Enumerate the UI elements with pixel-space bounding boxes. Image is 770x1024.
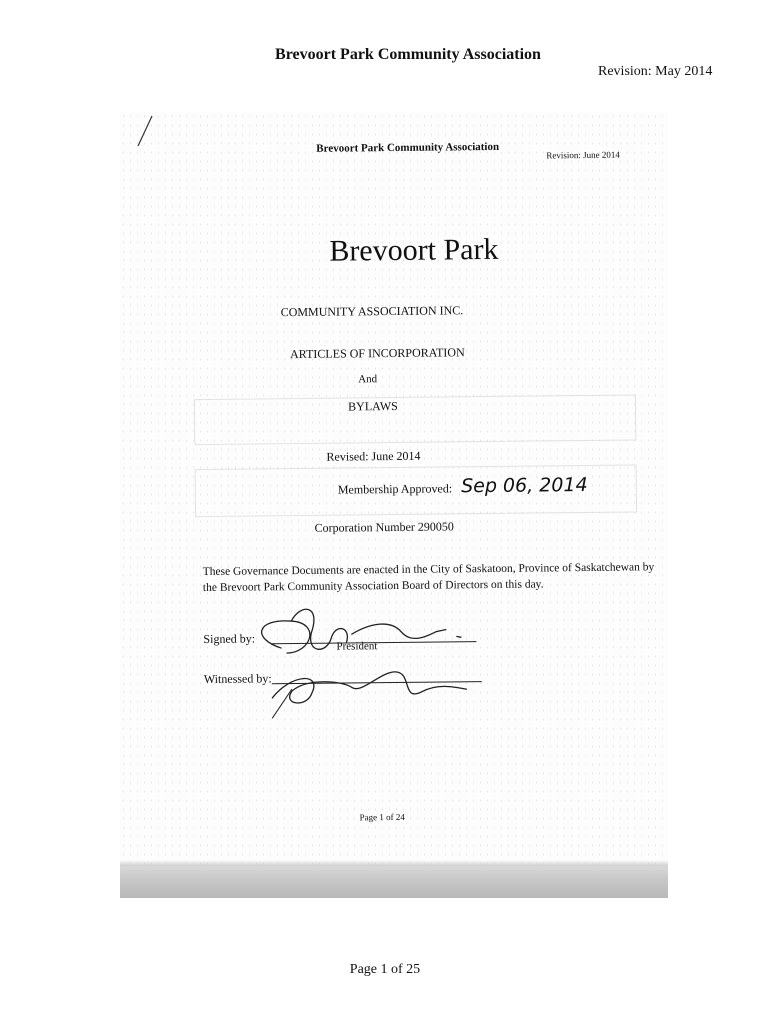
governance-statement: These Governance Documents are enacted in the City of Saskatoon, Province of Saskatchewan by the Brevoort Park Community Association Board of Directors on this day. bbox=[202, 561, 655, 595]
scanned-page bbox=[120, 112, 668, 898]
scanned-page-content bbox=[116, 109, 672, 901]
bylaws-line: BYLAWS bbox=[348, 398, 398, 414]
membership-label: Membership Approved: bbox=[337, 481, 453, 497]
witnessed-by-label: Witnessed by: bbox=[203, 671, 272, 687]
document-title: Brevoort Park Community Association bbox=[275, 46, 541, 63]
and-line: And bbox=[358, 373, 378, 386]
handwritten-signatures-icon bbox=[251, 591, 492, 724]
scanned-page-number: Page 1 of 24 bbox=[359, 811, 405, 823]
scanned-header-title: Brevoort Park Community Association bbox=[316, 140, 500, 155]
association-line: COMMUNITY ASSOCIATION INC. bbox=[280, 303, 464, 320]
membership-date-handwritten: Sep 06, 2014 bbox=[461, 473, 588, 498]
articles-line: ARTICLES OF INCORPORATION bbox=[290, 345, 465, 362]
scanned-header-revision: Revision: June 2014 bbox=[546, 149, 620, 161]
president-label: President bbox=[336, 640, 378, 653]
document-revision: Revision: May 2014 bbox=[598, 64, 713, 79]
membership-approved-line bbox=[338, 474, 588, 499]
signed-by-label: Signed by: bbox=[203, 631, 256, 647]
revised-line: Revised: June 2014 bbox=[326, 448, 421, 464]
corporation-number-line: Corporation Number 290050 bbox=[314, 519, 454, 535]
main-title: Brevoort Park bbox=[329, 232, 499, 268]
faint-bleed-box bbox=[194, 394, 636, 445]
document-header bbox=[0, 46, 770, 64]
scan-shadow-band bbox=[120, 866, 668, 898]
page-number: Page 1 of 25 bbox=[349, 962, 421, 977]
